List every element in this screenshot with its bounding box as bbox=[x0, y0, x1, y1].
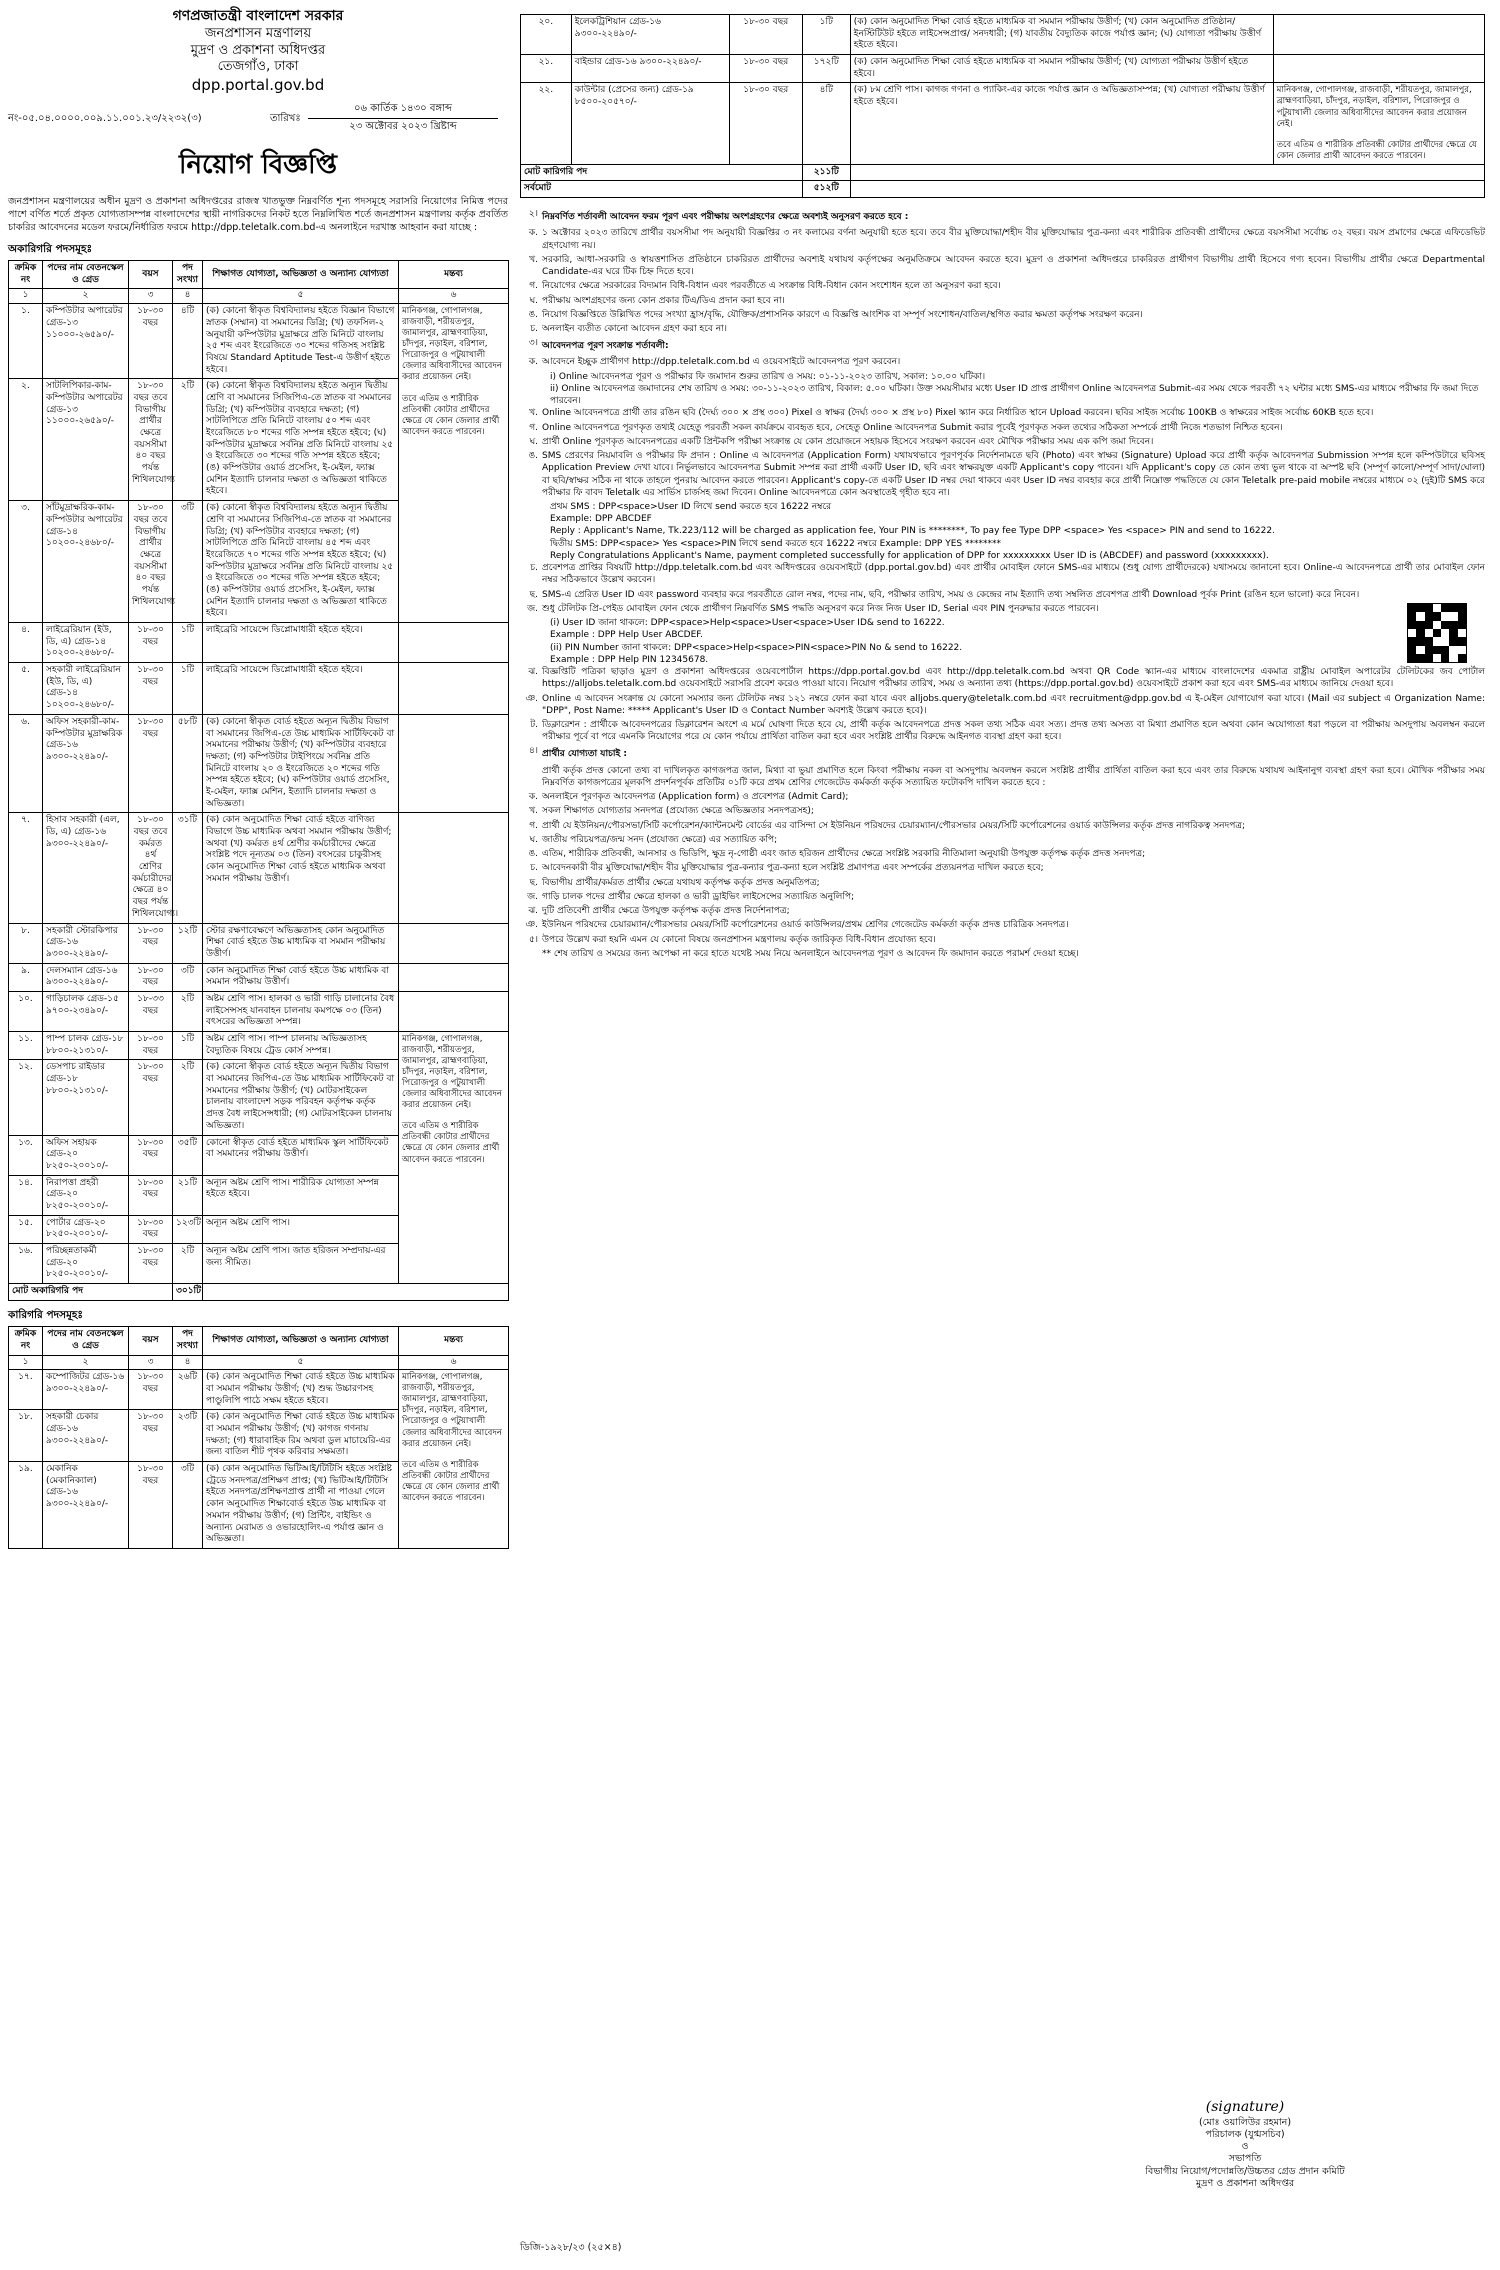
row-age: ১৮-৩০ বছর bbox=[129, 1032, 173, 1060]
row-remarks-empty bbox=[399, 813, 509, 923]
row-post: হিসাব সহকারী (এল, ডি, এ) গ্রেড-১৬ ৯৩০০-২২৪৯০/- bbox=[43, 813, 129, 923]
section2-heading: নিম্নবর্ণিত শর্তাবলী আবেদন ফরম পূরণ এবং পরীক্ষায় অংশগ্রহণের ক্ষেত্রে অবশ্যই অনুসরণ করতে হবে : bbox=[542, 212, 909, 223]
row-qualification: (ক) কোনো স্বীকৃত বোর্ড হইতে অন্যূন দ্বিতীয় বিভাগ বা সমমানের জিপিএ-তে উচ্চ মাধ্যমিক সার্টিফিকেট বা সমমানের পরীক্ষায় উত্তীর্ণ; (খ) মোটরসাইকেল চালনায় বাংলাদেশ সড়ক পরিবহন কর্তৃপক্ষ কর্তৃক প্রদত্ত বৈধ লাইসেন্সধারী; (গ) মোটরসাইকেল চালনায় অভিজ্ঞতা। bbox=[203, 1060, 399, 1135]
date-label: তারিখঃ bbox=[270, 112, 301, 124]
list-key: গ. bbox=[529, 820, 538, 831]
verification-intro: প্রার্থী কর্তৃক প্রদত্ত কোনো তথ্য বা দাখিলকৃত কাগজপত্র জাল, মিথ্যা বা ভুয়া প্রমাণিত হলে কিংবা পরীক্ষায় নকল বা অসদুপায় অবলম্বন করলে সংশ্লিষ্ট প্রার্থীর প্রার্থিতা বাতিল করা হবে এবং তার বিরুদ্ধে যথাযথ আইনানুগ ব্যবস্থা গ্রহণ করা হবে। মৌখিক পরীক্ষার সময় নিম্নবর্ণিত কাগজপত্রের মূলকপি প্রদর্শনপূর্বক প্রতিটির ০১টি করে প্রথম শ্রেণির গেজেটেড কর্মকর্তা কর্তৃক সত্যায়িত ফটোকপি দাখিল করতে হবে : bbox=[542, 765, 1485, 788]
row-count: ৩টি bbox=[173, 963, 203, 991]
list-text: দুটি প্রতিবেশী প্রার্থীর ক্ষেত্রে উপযুক্ত কর্তৃপক্ষ কর্তৃক প্রদত্ত নির্দেশনাপত্র; bbox=[542, 906, 790, 917]
row-post: কম্পিউটার অপারেটর গ্রেড-১৩ ১১০০০-২৬৫৯০/- bbox=[43, 304, 129, 379]
row-remarks bbox=[1273, 83, 1484, 164]
row-post: দেলসম্যান গ্রেড-১৬ ৯৩০০-২২৪৯০/- bbox=[43, 963, 129, 991]
tech-table bbox=[8, 1326, 509, 1549]
row-serial: ১. bbox=[9, 304, 43, 379]
sms-first-example: Example: DPP ABCDEF bbox=[550, 514, 652, 525]
ministry-name: জনপ্রশাসন মন্ত্রণালয় bbox=[204, 25, 312, 41]
list-text: নিয়োগ বিজ্ঞপ্তিতে উল্লিখিত পদের সংখ্যা হ্রাস/বৃদ্ধি, যৌক্তিক/প্রশাসনিক কারণে এ বিজ্ঞপ্তি আংশিক বা সম্পূর্ণ সংশোধন/বাতিল/স্থগিত করার ক্ষমতা কর্তৃপক্ষ সংরক্ষণ করেন। bbox=[542, 309, 1143, 320]
row-qualification: (ক) কোন অনুমোদিত শিক্ষা বোর্ড হইতে মাধ্যমিক বা সমমান পরীক্ষায় উত্তীর্ণ; (খ) কোন অনুমোদিত প্রতিষ্ঠান/ইনস্টিটিউট হইতে লাইসেন্সপ্রাপ্ত/ সনদধারী; (গ) যাবতীয় বৈদ্যুতিক কাজে পর্যাপ্ত জ্ঞান; (ঘ) যোগ্যতা পরীক্ষায় উত্তীর্ণ হইতে হইবে। bbox=[850, 15, 1273, 55]
row-serial: ১৮. bbox=[9, 1410, 43, 1462]
row-serial: ৬. bbox=[9, 714, 43, 813]
row-post: কাউন্টার (প্রেসের জন্য) গ্রেড-১৯ ৮৫০০-২০৫৭০/- bbox=[571, 83, 729, 164]
row-serial: ১২. bbox=[9, 1060, 43, 1135]
row-qualification: (ক) কোনো স্বীকৃত বোর্ড হইতে অন্যূন দ্বিতীয় বিভাগ বা সমমানের জিপিএ-তে উচ্চ মাধ্যমিক সার্টিফিকেট বা সমমানের পরীক্ষায় উত্তীর্ণ; (খ) কম্পিউটার ব্যবহারে দক্ষতা; (গ) কম্পিউটার টাইপিংয়ে সর্বনিম্ন প্রতি মিনিটে বাংলায় ২০ ও ইংরেজিতে ২০ শব্দের গতি সম্পন্ন হইতে হইবে; (ঘ) কম্পিউটার ওয়ার্ড প্রসেসিং, ই-মেইল, ফ্যাক্স মেশিন, ইত্যাদি চালনার দক্ষতা ও অভিজ্ঞতা। bbox=[203, 714, 399, 813]
col-serial: ক্রমিক নং bbox=[9, 261, 43, 289]
date-english: ২৩ অক্টোবর ২০২৩ খ্রিষ্টাব্দ bbox=[349, 120, 457, 132]
row-age: ১৮-৩০ বছর তবে কর্মরত ৪র্থ শ্রেণির কর্মচারীদের ক্ষেত্রে ৪০ বছর পর্যন্ত শিথিলযোগ্য। bbox=[129, 813, 173, 923]
row-serial: ২২. bbox=[521, 83, 572, 164]
row-remarks-empty bbox=[399, 923, 509, 963]
row-count: ১টি bbox=[173, 663, 203, 715]
row-count: ১টি bbox=[173, 1032, 203, 1060]
intro-paragraph: জনপ্রশাসন মন্ত্রণালয়ের অধীন মুদ্রণ ও প্রকাশনা অধিদপ্তরের রাজস্ব খাতভুক্ত নিম্নবর্ণিত শূন্য পদসমূহে সরাসরি নিয়োগের নিমিত্ত পদের পাশে বর্ণিত শর্তে প্রকৃত যোগ্যতাসম্পন্ন বাংলাদেশের স্থায়ী নাগরিকদের নিকট হতে নিম্নলিখিত শর্তে জনপ্রশাসন মন্ত্রণালয় কর্তৃক প্রবর্তিত চাকরির আবেদনের মডেল ফরমে/নির্ধারিত ফরমে http://dpp.teletalk.com.bd-এ অনলাইনে দরখাস্ত আহবান করা যাচ্ছে : bbox=[8, 196, 508, 233]
table-row bbox=[9, 1370, 509, 1410]
conditions-list bbox=[520, 227, 1485, 335]
col-count: পদ সংখ্যা bbox=[173, 261, 203, 289]
list-item bbox=[520, 848, 1485, 860]
row-count: ১টি bbox=[802, 15, 850, 55]
list-key: চ. bbox=[530, 323, 538, 334]
row-qualification: লাইব্রেরি সায়েন্সে ডিপ্লোমাধারী হইতে হইবে। bbox=[203, 623, 399, 663]
table-row bbox=[9, 623, 509, 663]
memo-date-row bbox=[8, 101, 508, 139]
website-address: dpp.portal.gov.bd bbox=[191, 75, 325, 94]
row-count: ২টি bbox=[173, 991, 203, 1031]
row-post: অফিস সহকারী-কাম-কম্পিউটার মুদ্রাক্ষরিক গ্রেড-১৬ ৯৩০০-২২৪৯০/- bbox=[43, 714, 129, 813]
row-qualification: (ক) কোন অনুমোদিত ভিটিআই/টিটিসি হইতে সংশ্লিষ্ট ট্রেডে সনদপত্র/প্রশিক্ষণ প্রাপ্ত; (খ) ভিটিআই/টিটিসি হইতে সনদপত্র/প্রশিক্ষণপ্রাপ্ত প্রার্থী না পাওয়া গেলে কোন অনুমোদিত শিক্ষাবোর্ড হইতে উচ্চ মাধ্যমিক বা সমমান পরীক্ষায় উত্তীর্ণ; (গ) প্রিন্টিং, বাইন্ডিং ও অন্যান্য মেরামত ও ওভারহোলিং-এ পর্যাপ্ত জ্ঞান ও অভিজ্ঞতা। bbox=[203, 1462, 399, 1549]
row-post: বাইন্ডার গ্রেড-১৬ ৯৩০০-২২৪৯০/- bbox=[571, 55, 729, 83]
table-row bbox=[9, 923, 509, 963]
col-num: ৫ bbox=[203, 1355, 399, 1370]
list-item bbox=[520, 891, 1485, 903]
col-num: ৬ bbox=[399, 289, 509, 304]
row-post: লাইব্রেরিয়ান (ইউ, ডি, এ) গ্রেড-১৪ ১০২০০-২৪৬৮০/- bbox=[43, 623, 129, 663]
total-label: সর্বমোট bbox=[521, 181, 803, 198]
row-count: ৫৮টি bbox=[173, 714, 203, 813]
col-post: পদের নাম বেতনস্কেল ও গ্রেড bbox=[43, 1327, 129, 1355]
row-age: ১৮-৩৩ বছর bbox=[129, 991, 173, 1031]
row-post: অফিস সহায়ক গ্রেড-২০ ৮২৫০-২০০১০/- bbox=[43, 1135, 129, 1175]
list-item bbox=[520, 919, 1485, 931]
row-qualification: অষ্টম শ্রেণি পাস। হালকা ও ভারী গাড়ি চালানোর বৈধ লাইসেন্সসহ যানবাহন চালনায় কমপক্ষে ০৩ (তিন) বৎসরের অভিজ্ঞতা সম্পন্ন। bbox=[203, 991, 399, 1031]
signature-block bbox=[1085, 2099, 1405, 2190]
list-key: ঙ. bbox=[528, 309, 538, 320]
list-item bbox=[520, 877, 1485, 889]
list-text: অনলাইন ব্যতীত কোনো আবেদন গ্রহণ করা হবে না। bbox=[542, 323, 727, 334]
row-serial: ২. bbox=[9, 379, 43, 501]
row-post: পাম্প চালক গ্রেড-১৮ ৮৮০০-২১৩১০/- bbox=[43, 1032, 129, 1060]
remarks-district: মানিকগঞ্জ, গোপালগঞ্জ, রাজবাড়ী, শরীয়তপুর, জামালপুর, ব্রাহ্মণবাড়িয়া, চাঁদপুর, নড়াইল, বরিশাল, পিরোজপুর ও পটুয়াখালী জেলার অধিবাসীদের আবেদন করার প্রয়োজন নেই। bbox=[402, 1372, 502, 1449]
list-item bbox=[520, 227, 1485, 251]
row-serial: ৫. bbox=[9, 663, 43, 715]
col-count: পদ সংখ্যা bbox=[173, 1327, 203, 1355]
row-remarks-empty bbox=[399, 663, 509, 715]
list-key: ঘ. bbox=[529, 295, 538, 306]
recovery-text: শুধু টেলিটক প্রি-পেইড মোবাইল ফোন থেকে প্রার্থীগণ নিম্নবর্ণিত SMS পদ্ধতি অনুসরণ করে নিজ নিজ User ID, Serial এবং PIN পুনরুদ্ধার করতে পারবেন। bbox=[542, 603, 1099, 614]
remarks-district: মানিকগঞ্জ, গোপালগঞ্জ, রাজবাড়ী, শরীয়তপুর, জামালপুর, ব্রাহ্মণবাড়িয়া, চাঁদপুর, নড়াইল, বরিশাল, পিরোজপুর ও পটুয়াখালী জেলার অধিবাসীদের আবেদন করার প্রয়োজন নেই। bbox=[402, 1034, 502, 1111]
list-item bbox=[520, 834, 1485, 846]
row-count: ২১টি bbox=[173, 1175, 203, 1215]
table-row bbox=[9, 963, 509, 991]
sms-first-reply: Reply : Applicant's Name, Tk.223/112 will be charged as application fee, Your PIN is ********, To pay fee Type DPP <space> Yes <space> PIN and send to 16222. bbox=[550, 526, 1275, 537]
row-serial: ১৫. bbox=[9, 1215, 43, 1243]
row-remarks bbox=[399, 1370, 509, 1549]
total-empty bbox=[850, 181, 1484, 198]
list-text: ১ অক্টোবর ২০২৩ তারিখে প্রার্থীর বয়সসীমা পদ অনুযায়ী বিজ্ঞপ্তির ৩ নং কলামের বর্ণনা অনুযায়ী হতে হবে। তবে বীর মুক্তিযোদ্ধা/শহীদ বীর মুক্তিযোদ্ধার পুত্র-কন্যা এবং শারীরিক প্রতিবন্ধী প্রার্থীদের ক্ষেত্রে বয়সসীমা সর্বোচ্চ ৩২ বছর। বয়স প্রমাণের ক্ষেত্রে এফিডেভিট গ্রহণযোগ্য নয়। bbox=[542, 228, 1485, 251]
col-qualification: শিক্ষাগত যোগ্যতা, অভিজ্ঞতা ও অন্যান্য যোগ্যতা bbox=[203, 261, 399, 289]
table-row bbox=[521, 15, 1485, 55]
row-qualification: (ক) ৮ম শ্রেণি পাস। কাগজ গণনা ও প্যাকিং-এর কাজে পর্যাপ্ত জ্ঞান ও অভিজ্ঞতাসম্পন্ন; (খ) যোগ্যতা পরীক্ষায় উত্তীর্ণ হইতে হইবে। bbox=[850, 83, 1273, 164]
col-num: ৩ bbox=[129, 1355, 173, 1370]
total-value: ৫১২টি bbox=[802, 181, 850, 198]
row-serial: ১০. bbox=[9, 991, 43, 1031]
signature-mark: (signature) bbox=[1205, 2099, 1285, 2115]
rules-text: উপরে উল্লেখ করা হয়নি এমন যে কোনো বিষয়ে জনপ্রশাসন মন্ত্রণালয় কর্তৃক জারিকৃত বিধি-বিধান প্রযোজ্য হবে। bbox=[542, 934, 936, 945]
list-text: এতিম, শারীরিক প্রতিবন্ধী, আনসার ও ভিডিপি, ক্ষুদ্র নৃ-গোষ্ঠী এবং জাত হরিজন প্রার্থীদের ক্ষেত্রে সংশ্লিষ্ট সরকারি নীতিমালা অনুযায়ী উপযুক্ত কর্তৃপক্ষ কর্তৃক প্রদত্ত সনদপত্র; bbox=[542, 849, 1146, 860]
row-remarks-empty bbox=[1273, 15, 1484, 55]
row-remarks bbox=[399, 1032, 509, 1284]
row-serial: ১৯. bbox=[9, 1462, 43, 1549]
row-qualification: অষ্টম শ্রেণি পাস। পাম্প চালনায় অভিজ্ঞতাসহ বৈদ্যুতিক বিষয়ে ট্রেড কোর্স সম্পন্ন। bbox=[203, 1032, 399, 1060]
row-age: ১৮-৩০ বছর bbox=[129, 714, 173, 813]
nontech-table bbox=[8, 260, 509, 1301]
list-text: সকল শিক্ষাগত যোগ্যতার সনদপত্র (প্রযোজ্য ক্ষেত্রে অভিজ্ঞতার সনদপত্রসহ); bbox=[542, 806, 814, 817]
tech-body-left bbox=[9, 1370, 509, 1549]
row-qualification: (ক) কোন অনুমোদিত শিক্ষা বোর্ড হইতে মাধ্যমিক বা সমমান পরীক্ষায় উত্তীর্ণ; (খ) যোগ্যতা পরীক্ষায় উত্তীর্ণ হইতে হইবে। bbox=[850, 55, 1273, 83]
list-item bbox=[520, 295, 1485, 307]
row-qualification: অন্যূন অষ্টম শ্রেণি পাস। bbox=[203, 1215, 399, 1243]
row-count: ২৬টি bbox=[173, 1370, 203, 1410]
recovery-userid-example: Example : DPP Help User ABCDEF. bbox=[550, 630, 703, 641]
row-count: ১২৩টি bbox=[173, 1215, 203, 1243]
list-text: ইউনিয়ন পরিষদের চেয়ারম্যান/পৌরসভার মেয়র/সিটি কর্পোরেশনের ওয়ার্ড কাউন্সিলর/প্রথম শ্রেণির গেজেটেড কর্মকর্তা কর্তৃক প্রদত্ত চারিত্রিক সনদপত্র। bbox=[542, 920, 1069, 931]
documents-list bbox=[520, 791, 1485, 931]
list-key: চ. bbox=[530, 863, 538, 874]
table-row bbox=[9, 663, 509, 715]
row-serial: ১৩. bbox=[9, 1135, 43, 1175]
list-key: খ. bbox=[529, 254, 538, 265]
total-empty bbox=[850, 164, 1484, 181]
remarks-quota: তবে এতিম ও শারীরিক প্রতিবন্ধী কোটার প্রার্থীদের ক্ষেত্রে যে কোন জেলার প্রার্থী আবেদন করতে পারবেন। bbox=[402, 1121, 500, 1165]
list-text: পরীক্ষায় অংশগ্রহণের জন্য কোন প্রকার টিএ/ডিএ প্রদান করা হবে না। bbox=[542, 295, 785, 306]
table-header-row bbox=[9, 1327, 509, 1355]
sms-fee-text: SMS প্রেরণের নিয়মাবলি ও পরীক্ষার ফি প্রদান : Online এ আবেদনপত্র (Application Form) যথাযথভাবে পূরণপূর্বক নির্দেশনামতে ছবি (Photo) এবং স্বাক্ষর (Signature) Upload করে প্রার্থী কর্তৃক আবেদনপত্র Submission সম্পন্ন হলে কম্পিউটারে ছবিসহ Application Preview দেখা যাবে। নির্ভুলভাবে আবেদনপত্র Submit সম্পন্ন করা প্রার্থী একটি User ID, ছবি এবং স্বাক্ষরযুক্ত একটি Applicant's copy পাবেন। যদি Applicant's copy তে কোন তথ্য ভুল থাকে বা অস্পষ্ট ছবি (সম্পূর্ণ কালো/সম্পূর্ণ সাদা/ঘোলা) বা ছবি/স্বাক্ষর সঠিক না থাকে তাহলে পুনরায় আবেদন করতে পারবেন। Applicant's copy-তে একটি User ID নম্বর দেয়া থাকবে এবং User ID নম্বর ব্যবহার করে প্রার্থী নিম্নোক্ত পদ্ধতিতে যে কোন Teletalk pre-paid mobile নম্বরের মাধ্যমে ০২ (দুই)টি SMS করে পরীক্ষার ফি বাবদ Teletalk এর সার্ভিস চার্জসহ জমা দিবেন। Online আবেদনপত্রে কোন অবস্থাতেই গৃহীত হবে না। bbox=[542, 451, 1485, 498]
row-serial: ২০. bbox=[521, 15, 572, 55]
col-age: বয়স bbox=[129, 261, 173, 289]
list-key: ছ. bbox=[529, 877, 538, 888]
row-serial: ৩. bbox=[9, 501, 43, 623]
row-age: ১৮-৩০ বছর bbox=[129, 923, 173, 963]
row-post: সহকারী চেকার গ্রেড-১৬ ৯৩০০-২২৪৯০/- bbox=[43, 1410, 129, 1462]
row-age: ১৮-৩০ বছর bbox=[129, 1410, 173, 1462]
remarks-quota: তবে এতিম ও শারীরিক প্রতিবন্ধী কোটার প্রার্থীদের ক্ষেত্রে যে কোন জেলার প্রার্থী আবেদন করতে পারবেন। bbox=[402, 393, 500, 437]
list-text: বিভাগীয় প্রার্থীর/কর্মরত প্রার্থীর ক্ষেত্রে যথাযথ কর্তৃপক্ষ কর্তৃক প্রদত্ত অনুমতিপত্র; bbox=[542, 877, 820, 888]
total-value: ৩০১টি bbox=[173, 1284, 203, 1301]
list-item bbox=[520, 309, 1485, 321]
recovery-pin-example: Example : DPP Help PIN 12345678. bbox=[550, 654, 709, 665]
row-post: পরিচ্ছন্নতাকর্মী গ্রেড-২০ ৮২৫০-২০০১০/- bbox=[43, 1244, 129, 1284]
row-serial: ৯. bbox=[9, 963, 43, 991]
section-nontech-title: অকারিগরি পদসমূহঃ bbox=[8, 242, 93, 255]
list-text: প্রার্থী যে ইউনিয়ন/পৌরসভা/সিটি কর্পোরেশন/ক্যান্টনমেন্ট বোর্ডের এর বাসিন্দা সে ইউনিয়ন পরিষদের চেয়ারম্যান/পৌরসভার মেয়র/সিটি কর্পোরেশনের ওয়ার্ড কাউন্সিলর কর্তৃক প্রদত্ত নাগরিকত্ব সনদপত্র; bbox=[542, 820, 1246, 831]
table-header-row bbox=[9, 261, 509, 289]
list-item bbox=[520, 905, 1485, 917]
list-item bbox=[520, 820, 1485, 832]
total-row bbox=[521, 181, 1485, 198]
row-remarks-empty bbox=[399, 991, 509, 1031]
list-key: জ. bbox=[527, 891, 538, 902]
col-num: ৪ bbox=[173, 289, 203, 304]
row-qualification: (ক) কোন অনুমোদিত শিক্ষা বোর্ড হইতে বাণিজ্য বিভাগে উচ্চ মাধ্যমিক অথবা সমমান পরীক্ষায় উত্তীর্ণ; অথবা (খ) কর্মরত ৪র্থ শ্রেণীর কর্মচারীদের ক্ষেত্রে সংশ্লিষ্ট পদে নূন্যতম ০৩ (তিন) বৎসরের চাকুরীসহ কোন অনুমোদিত শিক্ষা বোর্ড হইতে মাধ্যমিক অথবা সমমান পরীক্ষায় উত্তীর্ণ। bbox=[203, 813, 399, 923]
row-count: ৪টি bbox=[173, 304, 203, 379]
row-serial: ৭. bbox=[9, 813, 43, 923]
remarks-quota: তবে এতিম ও শারীরিক প্রতিবন্ধী কোটার প্রার্থীদের ক্ষেত্রে যে কোন জেলার প্রার্থী আবেদন করতে পারবেন। bbox=[402, 1459, 500, 1503]
signatory-title: পরিচালক (যুগ্মসচিব) bbox=[1205, 2129, 1285, 2141]
row-count: ১২টি bbox=[173, 923, 203, 963]
photo-upload-text: Online আবেদনপত্রে প্রার্থী তার রঙিন ছবি (দৈর্ঘ্য ৩০০ × প্রস্থ ৩০০) Pixel ও স্বাক্ষর (দৈর্ঘ্য ৩০০ × প্রস্থ ৮০) Pixel স্ক্যান করে নির্ধারিত স্থানে Upload করবেন। ছবির সাইজ সর্বোচ্চ 100KB ও স্বাক্ষরের সাইজ সর্বোচ্চ 60KB হতে হবে। bbox=[542, 408, 1374, 419]
support-text: Online এ আবেদন সংক্রান্ত যে কোনো সমস্যার জন্য টেলিটক নম্বর ১২১ নম্বরে ফোন করা যাবে এবং alljobs.query@teletalk.com.bd এবং recruitment@dpp.gov.bd এ ই-মেইল যোগাযোগ করা যাবে। (Mail এর subject এ Organization Name: "DPP", Post Name: ***** Applicant's User ID ও Contact Number অবশ্যই উল্লেখ করতে হবে)। bbox=[542, 693, 1485, 716]
signatory-committee: বিভাগীয় নিয়োগ/পদোন্নতি/উচ্চতর গ্রেড প্রদান কমিটি bbox=[1145, 2165, 1345, 2177]
col-num: ২ bbox=[43, 289, 129, 304]
row-age: ১৮-৩০ বছর bbox=[129, 623, 173, 663]
row-age: ১৮-৩০ বছর bbox=[729, 55, 802, 83]
row-count: ১টি bbox=[173, 623, 203, 663]
col-remarks: মন্তব্য bbox=[399, 1327, 509, 1355]
row-qualification: (ক) কোনো স্বীকৃত বিশ্ববিদ্যালয় হইতে বিজ্ঞান বিভাগে স্নাতক (সম্মান) বা সমমানের ডিগ্রি; (খ) তফসিল-২ অনুযায়ী কম্পিউটার মুদ্রাক্ষরে প্রতি মিনিটে বাংলায় ২৫ শব্দ এবং ইংরেজিতে ৩০ শব্দের গতিসহ সংশ্লিষ্ট বিষয়ে Standard Aptitude Test-এ উত্তীর্ণ হইতে হইবে। bbox=[203, 304, 399, 379]
row-qualification: (ক) কোনো স্বীকৃত বিশ্ববিদ্যালয় হইতে অন্যূন দ্বিতীয় শ্রেণি বা সমমানের সিজিপিএ-তে স্নাতক বা সমমানের ডিগ্রি; (খ) কম্পিউটার ব্যবহারে দক্ষতা; (গ) সাটলিপিতে প্রতি মিনিটে বাংলায় ৪৫ শব্দ এবং ইংরেজিতে ৭০ শব্দের গতি সম্পন্ন হইতে হইবে; (ঘ) কম্পিউটার মুদ্রাক্ষরে সর্বনিম্ন প্রতি মিনিটে বাংলায় ২৫ ও ইংরেজিতে ৩০ শব্দের গতি সম্পন্ন হইতে হইবে; (ঙ) কম্পিউটার ওয়ার্ড প্রসেসিং, ই-মেইল, ফ্যাক্স মেশিন ইত্যাদি চালনার দক্ষতা ও অভিজ্ঞতা থাকিতে হইবে। bbox=[203, 501, 399, 623]
list-item bbox=[520, 791, 1485, 803]
row-count: ২টি bbox=[173, 1244, 203, 1284]
list-text: জাতীয় পরিচয়পত্র/জন্ম সনদ (প্রযোজ্য ক্ষেত্রে) এর সত্যায়িত কপি; bbox=[542, 834, 778, 845]
row-count: ২৩টি bbox=[173, 1410, 203, 1462]
row-age: ১৮-৩০ বছর bbox=[129, 1060, 173, 1135]
row-count: ৩টি bbox=[173, 1462, 203, 1549]
list-key: ঘ. bbox=[529, 834, 538, 845]
list-item bbox=[520, 323, 1485, 335]
row-post: নিরাপত্তা প্রহরী গ্রেড-২০ ৮২৫০-২০০১০/- bbox=[43, 1175, 129, 1215]
row-age: ১৮-৩০ বছর bbox=[729, 15, 802, 55]
signatory-role: সভাপতি bbox=[1228, 2153, 1262, 2165]
remarks-district: মানিকগঞ্জ, গোপালগঞ্জ, রাজবাড়ী, শরীয়তপুর, জামালপুর, ব্রাহ্মণবাড়িয়া, চাঁদপুর, নড়াইল, বরিশাল, পিরোজপুর ও পটুয়াখালী জেলার অধিবাসীদের আবেদন করার প্রয়োজন নেই। bbox=[1276, 85, 1472, 129]
row-post: ইলেকট্রিশিয়ান গ্রেড-১৬ ৯৩০০-২২৪৯০/- bbox=[571, 15, 729, 55]
declaration-text: ডিক্লারেশন : প্রার্থীকে আবেদনপত্রের ডিক্লারেশন অংশে এ মর্মে ঘোষণা দিতে হবে যে, প্রার্থী কর্তৃক আবেদনপত্রে প্রদত্ত সকল তথ্য সঠিক এবং সত্য। প্রদত্ত তথ্য অসত্য বা মিথ্যা প্রমাণিত হলে অথবা কোন অযোগ্যতা ধরা পড়লে বা পরীক্ষায় অসদুপায় অবলম্বন করলে পরীক্ষার পূর্বে বা পরে এমনকি নিয়োগের পরে যে কোন পর্যায়ে প্রার্থিতা বাতিল করা হবে এবং সংশ্লিষ্ট প্রার্থীর বিরুদ্ধে আইনগত ব্যবস্থা গ্রহণ করা হবে। bbox=[542, 720, 1485, 743]
col-serial: ক্রমিক নং bbox=[9, 1327, 43, 1355]
row-remarks-empty bbox=[1273, 55, 1484, 83]
row-age: ১৮-৩০ বছর bbox=[129, 1175, 173, 1215]
tech-table-continued bbox=[520, 14, 1485, 198]
total-label: মোট অকারিগরি পদ bbox=[9, 1284, 173, 1301]
section4-heading: প্রার্থীর যোগ্যতা যাচাই : bbox=[542, 749, 627, 760]
row-post: মেকানিক (মেকানিক্যাল) গ্রেড-১৬ ৯৩০০-২২৪৯০/- bbox=[43, 1462, 129, 1549]
table-row bbox=[9, 304, 509, 379]
row-count: ৩৫টি bbox=[173, 1135, 203, 1175]
col-num: ৩ bbox=[129, 289, 173, 304]
row-serial: ১১. bbox=[9, 1032, 43, 1060]
row-qualification: লাইব্রেরি সায়েন্সে ডিপ্লোমাধারী হইতে হইবে। bbox=[203, 663, 399, 715]
table-row bbox=[521, 83, 1485, 164]
row-remarks-empty bbox=[399, 963, 509, 991]
col-num: ৬ bbox=[399, 1355, 509, 1370]
row-age: ১৮-৩০ বছর bbox=[129, 1370, 173, 1410]
col-num: ৪ bbox=[173, 1355, 203, 1370]
row-age: ১৮-৩০ বছর bbox=[129, 663, 173, 715]
col-age: বয়স bbox=[129, 1327, 173, 1355]
row-post: সাটলিপিকার-কাম-কম্পিউটার অপারেটর গ্রেড-১৩ ১১০০০-২৬৫৯০/- bbox=[43, 379, 129, 501]
row-serial: ২১. bbox=[521, 55, 572, 83]
letterhead bbox=[8, 8, 508, 95]
list-key: ঞ. bbox=[525, 920, 538, 931]
date-box bbox=[308, 101, 498, 136]
list-text: সরকারি, আধা-সরকারি ও স্বায়ত্তশাসিত প্রতিষ্ঠানে চাকরিরত প্রার্থীদের অবশ্যই যথাযথ কর্তৃপক্ষের অনুমতিক্রমে আবেদন করতে হবে। মুদ্রণ ও প্রকাশনা অধিদপ্তরে চাকরিরত প্রার্থীগণ বিভাগীয় প্রার্থী হিসেবে গণ্য হবেন। বিভাগীয় প্রার্থীর ক্ষেত্রে Departmental Candidate-এর ঘরে টিক চিহ্ন দিতে হবে। bbox=[542, 254, 1485, 278]
office-location: তেজগাঁও, ঢাকা bbox=[217, 59, 299, 75]
nontech-body bbox=[9, 304, 509, 1301]
row-serial: ৮. bbox=[9, 923, 43, 963]
col-num: ৫ bbox=[203, 289, 399, 304]
section3-heading: আবেদনপত্র পূরণ সংক্রান্ত শর্তাবলী: bbox=[542, 341, 669, 352]
left-column bbox=[8, 8, 508, 1549]
col-remarks: মন্তব্য bbox=[399, 261, 509, 289]
row-serial: ১৭. bbox=[9, 1370, 43, 1410]
sms-first: প্রথম SMS : DPP<space>User ID লিখে send করতে হবে 16222 নম্বরে bbox=[550, 502, 832, 513]
table-row bbox=[9, 813, 509, 923]
instructions: ২। নিম্নবর্ণিত শর্তাবলী আবেদন ফরম পূরণ এবং পরীক্ষায় অংশগ্রহণের ক্ষেত্রে অবশ্যই অনুসরণ করতে হবে : ক. ১ অক্টোবর ২০২৩ তারিখে প্রার্থীর বয়সসীমা পদ অনুযায়ী বিজ্ঞপ্তির ৩ নং কলামের বর্ণনা অনুযায়ী হতে হবে। তবে বীর মুক্তিযোদ্ধা/শহীদ বীর মুক্তিযোদ্ধার পুত্র-কন্যা এবং শারীরিক প্রতিবন্ধী প্রার্থীদের ক্ষেত্রে বয়সসীমা সর্বোচ্চ ৩২ বছর। বয়স প্রমাণের ক্ষেত্রে এফিডেভিট গ্রহণযোগ্য নয়। খ. সরকারি, আধা-সরকারি ও স্বায়ত্তশাসিত প্রতিষ্ঠানে চাকরিরত প্রার্থীদের অবশ্যই যথাযথ কর্তৃপক্ষের অনুমতিক্রমে আবেদন করতে হবে। মুদ্রণ ও প্রকাশনা অধিদপ্তরে চাকরিরত প্রার্থীগণ বিভাগীয় প্রার্থী হিসেবে গণ্য হবেন। বিভাগীয় প্রার্থীর ক্ষেত্রে Departmental Candidate-এর ঘরে টিক চিহ্ন দিতে হবে। গ. নিয়োগের ক্ষেত্রে সরকারের বিদ্যমান বিধি-বিধান এবং পরবর্তীতে এ সংক্রান্ত বিধি-বিধান কোন সংশোধন হলে তা অনুসরণ করা হবে। ঘ. পরীক্ষায় অংশগ্রহণের জন্য কোন প্রকার টিএ/ডিএ প্রদান করা হবে না। ঙ. নিয়োগ বিজ্ঞপ্তিতে উল্লিখিত পদের সংখ্যা হ্রাস/বৃদ্ধি, যৌক্তিক/প্রশাসনিক কারণে এ বিজ্ঞপ্তি আংশিক বা সম্পূর্ণ সংশোধন/বাতিল/স্থগিত করার ক্ষমতা কর্তৃপক্ষ সংরক্ষণ করেন। চ. অনলাইন ব্যতীত কোনো আবেদন গ্রহণ করা হবে না। ৩। আবেদনপত্র পূরণ সংক্রান্ত শর্তাবলী: ক. আবেদনে ইচ্ছুক প্রার্থীগণ http://dpp.teletalk.com.bd এ ওয়েবসাইটে আবেদনপত্র পূরণ করবেন। i) Online আবেদনপত্র পূরণ ও পরীক্ষার ফি জমাদান শুরুর তারিখ ও সময়: ০১-১১-২০২৩ তারিখ, সকাল: ১০.০০ ঘটিকা। ii) Online আবেদনপত্র জমাদানের শেষ তারিখ ও সময়: ৩০-১১-২০২৩ তারিখ, বিকাল: ৫.০০ ঘটিকা। উক্ত সময়সীমার মধ্যে User ID প্রাপ্ত প্রার্থীগণ Online আবেদনপত্র Submit-এর সময় থেকে পরবর্তী ৭২ ঘন্টার মধ্যে SMS-এর মাধ্যমে পরীক্ষার ফি জমা দিতে পারবেন। খ. Online আবেদনপত্রে প্রার্থী তার রঙিন ছবি (দৈর্ঘ্য ৩০০ × প্রস্থ ৩০০) Pixel ও স্বাক্ষর (দৈর্ঘ্য ৩০০ × প্রস্থ ৮০) Pixel স্ক্যান করে নির্ধারিত স্থানে Upload করবেন। ছবির সাইজ সর্বোচ্চ 100KB ও স্বাক্ষরের সাইজ সর্বোচ্চ 60KB হতে হবে। গ. Online আবেদনপত্রে পূরণকৃত তথ্যই যেহেতু পরবর্তী সকল কার্যক্রমে ব্যবহৃত হবে, সেহেতু Online আবেদনপত্র Submit করার পূর্বেই পূরণকৃত সকল তথ্যের সঠিকতা সম্পর্কে প্রার্থী নিজে শতভাগ নিশ্চিত হবেন। ঘ. প্রার্থী Online পূরণকৃত আবেদনপত্রের একটি প্রিন্টকপি পরীক্ষা সংক্রান্ত যে কোন প্রয়োজনে সহায়ক হিসেবে সংরক্ষণ করবেন এবং মৌখিক পরীক্ষার সময় এক কপি জমা দিবেন। ঙ. SMS প্রেরণের নিয়মাবলি ও পরীক্ষার ফি প্রদান : Online এ আবেদনপত্র (Application Form) যথাযথভাবে পূরণপূর্বক নির্দেশনামতে ছবি (Photo) এবং স্বাক্ষর (Signature) Upload করে প্রার্থী কর্তৃক আবেদনপত্র Submission সম্পন্ন হলে কম্পিউটারে ছবিসহ Application Preview দেখা যাবে। নির্ভুলভাবে আবেদনপত্র Submit সম্পন্ন করা প্রার্থী একটি User ID, ছবি এবং স্বাক্ষরযুক্ত একটি Applicant's copy পাবেন। যদি Applicant's copy তে কোন তথ্য ভুল থাকে বা অস্পষ্ট ছবি (সম্পূর্ণ কালো/সম্পূর্ণ সাদা/ঘোলা) বা ছবি/স্বাক্ষর সঠিক না থাকে তাহলে পুনরায় আবেদন করতে পারবেন। Applicant's copy-তে একটি User ID নম্বর দেয়া থাকবে এবং User ID নম্বর ব্যবহার করে প্রার্থী নিম্নোক্ত পদ্ধতিতে যে কোন Teletalk pre-paid mobile নম্বরের মাধ্যমে ০২ (দুই)টি SMS করে পরীক্ষার ফি বাবদ Teletalk এর সার্ভিস চার্জসহ জমা দিবেন। Online আবেদনপত্রে কোন অবস্থাতেই গৃহীত হবে না। প্রথম SMS : DPP<space>User ID লিখে send করতে হবে 16222 নম্বরে Example: DPP ABCDEF Reply : Applicant's Name, Tk.223/112 will be charged as application fee, Your PIN is ********, To pay fee Type DPP <space> Yes <space> PIN and send to 16222. দ্বিতীয় SMS: DPP<space> Yes <space>PIN লিখে send করতে হবে 16222 নম্বরে Example: DPP YES ******** Reply Congratulations Applicant's Name, payment completed successfully for application of DPP for xxxxxxxxx User ID is (ABCDEF) and password (xxxxxxxxx). চ. প্রবেশপত্র প্রাপ্তির বিষয়টি http://dpp.teletalk.com.bd এবং অধিদপ্তরের ওয়েবসাইটে (dpp.portal.gov.bd) এবং প্রার্থীর মোবাইল ফোনে SMS-এর মাধ্যমে (শুধু যোগ্য প্রার্থীদেরকে) যথাসময়ে জানানো হবে। Online-এ আবেদনপত্রে প্রার্থী তার মোবাইল ফোন নম্বর সঠিকভাবে উল্লেখ করবেন। ছ. SMS-এ প্রেরিত User ID এবং password ব্যবহার করে পরবর্তীতে রোল নম্বর, পদের নাম, ছবি, পরীক্ষার তারিখ, সময় ও কেন্দ্রের নাম ইত্যাদি তথ্য সম্বলিত প্রবেশপত্র প্রার্থী Download পূর্বক Print (রঙিন হলে ভালো) করে নিবেন। জ. শুধু টেলিটক প্রি-পেইড মোবাইল ফোন থেকে প্রার্থীগণ নিম্নবর্ণিত SMS পদ্ধতি অনুসরণ করে নিজ নিজ User ID, Serial এবং PIN পুনরুদ্ধার করতে পারবেন। (i) User ID জানা থাকলে: DPP<space>Help<space>User<space>User ID& send to 16222. Example : DPP Help User ABCDEF. (ii) PIN Number জানা থাকলে: DPP<space>Help<space>PIN<space>PIN No & send to 16222. Example : DPP Help PIN 12345678. ঝ. বিজ্ঞপ্তিটি পত্রিকা ছাড়াও মুদ্রণ ও প্রকাশনা অধিদপ্তরের ওয়েবপোর্টাল https://dpp.portal.gov.bd এবং http://dpp.teletalk.com.bd অথবা QR Code স্ক্যান-এর মাধ্যমে বাংলাদেশের একমাত্র রাষ্ট্রীয় মোবাইল অপারেটর টেলিটকের জব পোর্টাল https://alljobs.teletalk.com.bd ওয়েবসাইটে সরাসরি প্রবেশ করেও পাওয়া যাবে। নিয়োগ পরীক্ষার তারিখ, সময় ও অন্যান্য তথ্য (https://dpp.portal.gov.bd) ওয়েবসাইটে প্রকাশ করা হবে এবং SMS-এর মাধ্যমে জানিয়ে দেওয়া হবে। ঞ. Online এ আবেদন সংক্রান্ত যে কোনো সমস্যার জন্য টেলিটক নম্বর ১২১ নম্বরে ফোন করা যাবে এবং alljobs.query@teletalk.com.bd এবং recruitment@dpp.gov.bd এ ই-মেইল যোগাযোগ করা যাবে। (Mail এর subject এ Organization Name: "DPP", Post Name: ***** Applicant's User ID ও Contact Number অবশ্যই উল্লেখ করতে হবে)। ট. ডিক্লারেশন : প্রার্থীকে আবেদনপত্রের ডিক্লারেশন অংশে এ মর্মে ঘোষণা দিতে হবে যে, প্রার্থী কর্তৃক আবেদনপত্রে প্রদত্ত সকল তথ্য সঠিক এবং সত্য। প্রদত্ত তথ্য অসত্য বা মিথ্যা প্রমাণিত হলে অথবা কোন অযোগ্যতা ধরা পড়লে বা পরীক্ষায় অসদুপায় অবলম্বন করলে পরীক্ষার পূর্বে বা পরে এমনকি নিয়োগের পরে যে কোন পর্যায়ে প্রার্থিতা বাতিল করা হবে এবং সংশ্লিষ্ট প্রার্থীর বিরুদ্ধে আইনগত ব্যবস্থা গ্রহণ করা হবে। ৪। প্রার্থীর যোগ্যতা যাচাই : প্রার্থী কর্তৃক প্রদত্ত কোনো তথ্য বা দাখিলকৃত কাগজপত্র জাল, মিথ্যা বা ভুয়া প্রমাণিত হলে কিংবা পরীক্ষায় নকল বা অসদুপায় অবলম্বন করলে সংশ্লিষ্ট প্রার্থীর প্রার্থিতা বাতিল করা হবে এবং তার বিরুদ্ধে যথাযথ আইনানুগ ব্যবস্থা গ্রহণ করা হবে। মৌখিক পরীক্ষার সময় নিম্নবর্ণিত কাগজপত্রের মূলকপি প্রদর্শনপূর্বক প্রতিটির ০১টি করে প্রথম শ্রেণির গেজেটেড কর্মকর্তা কর্তৃক সত্যায়িত ফটোকপি দাখিল করতে হবে : ক. অনলাইনে পূরণকৃত আবেদনপত্র (Application form) ও প্রবেশপত্র (Admit Card); খ. সকল শিক্ষাগত যোগ্যতার সনদপত্র (প্রযোজ্য ক্ষেত্রে অভিজ্ঞতার সনদপত্রসহ); গ. প্রার্থী যে ইউনিয়ন/পৌরসভা/সিটি কর্পোরেশন/ক্যান্টনমেন্ট বোর্ডের এর বাসিন্দা সে ইউনিয়ন পরিষদের চেয়ারম্যান/পৌরসভার মেয়র/সিটি কর্পোরেশনের ওয়ার্ড কাউন্সিলর কর্তৃক প্রদত্ত নাগরিকত্ব সনদপত্র; ঘ. জাতীয় পরিচয়পত্র/জন্ম সনদ (প্রযোজ্য ক্ষেত্রে) এর সত্যায়িত কপি; ঙ. এতিম, শারীরিক প্রতিবন্ধী, আনসার ও ভিডিপি, ক্ষুদ্র নৃ-গোষ্ঠী এবং জাত হরিজন প্রার্থীদের ক্ষেত্রে সংশ্লিষ্ট সরকারি নীতিমালা অনুযায়ী উপযুক্ত কর্তৃপক্ষ কর্তৃক প্রদত্ত সনদপত্র; চ. আবেদনকারী বীর মুক্তিযোদ্ধা/শহীদ বীর মুক্তিযোদ্ধার পুত্র-কন্যার পুত্র-কন্যা হলে সংশ্লিষ্ট প্রমাণপত্র এবং সম্পর্কের প্রত্যয়নপত্র দাখিল করতে হবে; ছ. বিভাগীয় প্রার্থীর/কর্মরত প্রার্থীর ক্ষেত্রে যথাযথ কর্তৃপক্ষ কর্তৃক প্রদত্ত অনুমতিপত্র; জ. গাড়ি চালক পদের প্রার্থীর ক্ষেত্রে হালকা ও ভারী ড্রাইভিং লাইসেন্সের সত্যায়িত অনুলিপি; ঝ. দুটি প্রতিবেশী প্রার্থীর ক্ষেত্রে উপযুক্ত কর্তৃপক্ষ কর্তৃক প্রদত্ত নির্দেশনাপত্র; ঞ. ইউনিয়ন পরিষদের চেয়ারম্যান/পৌরসভার মেয়র/সিটি কর্পোরেশনের ওয়ার্ড কাউন্সিলর/প্রথম শ্রেণির গেজেটেড কর্মকর্তা কর্তৃক প্রদত্ত চারিত্রিক সনদপত্র। ৫। উপরে উল্লেখ করা হয়নি এমন যে কোনো বিষয়ে জনপ্রশাসন মন্ত্রণালয় কর্তৃক জারিকৃত বিধি-বিধান প্রযোজ্য হবে। ** শেষ তারিখ ও সময়ের জন্য অপেক্ষা না করে হাতে যথেষ্ট সময় নিয়ে অনলাইনে আবেদনপত্র পূরণ ও আবেদন ফি জমাদান করতে পরামর্শ দেওয়া হচ্ছে। bbox=[520, 208, 1485, 960]
row-count: ১৭২টি bbox=[802, 55, 850, 83]
list-key: ক. bbox=[528, 792, 538, 803]
row-age: ১৮-৩০ বছর bbox=[129, 1244, 173, 1284]
remarks-district: মানিকগঞ্জ, গোপালগঞ্জ, রাজবাড়ী, শরীয়তপুর, জামালপুর, ব্রাহ্মণবাড়িয়া, চাঁদপুর, নড়াইল, বরিশাল, পিরোজপুর ও পটুয়াখালী জেলার অধিবাসীদের আবেদন করার প্রয়োজন নেই। bbox=[402, 306, 502, 383]
row-age: ১৮-৩০ বছর তবে বিভাগীয় প্রার্থীর ক্ষেত্রে বয়সসীমা ৪০ বছর পর্যন্ত শিথিলযোগ্য bbox=[129, 501, 173, 623]
row-post: কম্পোজিটর গ্রেড-১৬ ৯৩০০-২২৪৯০/- bbox=[43, 1370, 129, 1410]
list-text: অনলাইনে পূরণকৃত আবেদনপত্র (Application form) ও প্রবেশপত্র (Admit Card); bbox=[542, 792, 849, 803]
row-count: ২টি bbox=[173, 379, 203, 501]
remarks-quota: তবে এতিম ও শারীরিক প্রতিবন্ধী কোটার প্রার্থীদের ক্ষেত্রে যে কোন জেলার প্রার্থী আবেদন করতে পারবেন। bbox=[1276, 139, 1477, 161]
qr-code-icon[interactable] bbox=[1407, 603, 1467, 663]
printcopy-text: প্রার্থী Online পূরণকৃত আবেদনপত্রের একটি প্রিন্টকপি পরীক্ষা সংক্রান্ত যে কোন প্রয়োজনে সহায়ক হিসেবে সংরক্ষণ করবেন এবং মৌখিক পরীক্ষার সময় এক কপি জমা দিবেন। bbox=[542, 436, 1154, 447]
recovery-userid: (i) User ID জানা থাকলে: DPP<space>Help<space>User<space>User ID& send to 16222. bbox=[550, 618, 945, 629]
right-column bbox=[520, 14, 1485, 2253]
row-count: ৩১টি bbox=[173, 813, 203, 923]
footer-code: ডিজি-১৯২৮/২৩ (২৫×৪) bbox=[520, 2242, 622, 2253]
website-info-text: বিজ্ঞপ্তিটি পত্রিকা ছাড়াও মুদ্রণ ও প্রকাশনা অধিদপ্তরের ওয়েবপোর্টাল https://dpp.portal.gov.bd এবং http://dpp.teletalk.com.bd অথবা QR Code স্ক্যান-এর মাধ্যমে বাংলাদেশের একমাত্র রাষ্ট্রীয় মোবাইল অপারেটর টেলিটকের জব পোর্টাল https://alljobs.teletalk.com.bd ওয়েবসাইটে সরাসরি প্রবেশ করেও পাওয়া যাবে। নিয়োগ পরীক্ষার তারিখ, সময় ও অন্যান্য তথ্য (https://dpp.portal.gov.bd) ওয়েবসাইটে প্রকাশ করা হবে এবং SMS-এর মাধ্যমে জানিয়ে দেওয়া হবে। bbox=[542, 667, 1485, 690]
table-row bbox=[521, 55, 1485, 83]
sms-second-reply: Reply Congratulations Applicant's Name, payment completed successfully for application of DPP for xxxxxxxxx User ID is (ABCDEF) and password (xxxxxxxxx). bbox=[550, 550, 1269, 561]
row-post: সহকারী লাইব্রেরিয়ান (ইউ, ডি, এ) গ্রেড-১৪ ১০২০০-২৪৬৮০/- bbox=[43, 663, 129, 715]
apply-start-text: i) Online আবেদনপত্র পূরণ ও পরীক্ষার ফি জমাদান শুরুর তারিখ ও সময়: ০১-১১-২০২৩ তারিখ, সকাল: ১০.০০ ঘটিকা। bbox=[550, 371, 986, 382]
signatory-name: (মোঃ ওয়ালিউর রহমান) bbox=[1198, 2116, 1292, 2128]
list-key: ঙ. bbox=[528, 849, 538, 860]
row-age: ১৮-৩০ বছর bbox=[129, 1135, 173, 1175]
row-qualification: অন্যূন অষ্টম শ্রেণি পাস। শারীরিক যোগ্যতা সম্পন্ন হইতে হইবে। bbox=[203, 1175, 399, 1215]
row-serial: ৪. bbox=[9, 623, 43, 663]
list-key: খ. bbox=[529, 806, 538, 817]
list-key: ঝ. bbox=[528, 906, 538, 917]
row-qualification: (ক) কোনো স্বীকৃত বিশ্ববিদ্যালয় হইতে অন্যূন দ্বিতীয় শ্রেণি বা সমমানের সিজিপিএ-তে স্নাতক বা সমমানের ডিগ্রি; (খ) কম্পিউটার ব্যবহারে দক্ষতা; (গ) সাটলিপিতে প্রতি মিনিটে বাংলায় ৫০ শব্দ এবং ইংরেজিতে ৮০ শব্দের গতি সম্পন্ন হইতে হইবে; (ঘ) কম্পিউটার মুদ্রাক্ষরে সর্বনিম্ন প্রতি মিনিটে বাংলায় ২৫ ও ইংরেজিতে ৩০ শব্দের গতি সম্পন্ন হইতে হইবে; (ঙ) কম্পিউটার ওয়ার্ড প্রসেসিং, ই-মেইল, ফ্যাক্স মেশিন ইত্যাদি চালনার দক্ষতা ও অভিজ্ঞতা থাকিতে হইবে। bbox=[203, 379, 399, 501]
sms-second: দ্বিতীয় SMS: DPP<space> Yes <space>PIN লিখে send করতে হবে 16222 নম্বরে Example: DPP YES ******** bbox=[550, 538, 1001, 549]
row-remarks-empty bbox=[399, 714, 509, 813]
row-qualification: (ক) কোন অনুমোদিত শিক্ষা বোর্ড হইতে উচ্চ মাধ্যমিক বা সমমান পরীক্ষায় উত্তীর্ণ; (খ) শুদ্ধ উচ্চারণসহ পাণ্ডুলিপি পাঠে সক্ষম হইতে হইবে। bbox=[203, 1370, 399, 1410]
row-age: ১৮-৩০ বছর bbox=[129, 1215, 173, 1243]
signatory-and: ও bbox=[1241, 2141, 1249, 2153]
list-text: নিয়োগের ক্ষেত্রে সরকারের বিদ্যমান বিধি-বিধান এবং পরবর্তীতে এ সংক্রান্ত বিধি-বিধান কোন সংশোধন হলে তা অনুসরণ করা হবে। bbox=[542, 281, 1001, 292]
row-post: গাড়িচালক গ্রেড-১৫ ৯৭০০-২৩৪৯০/- bbox=[43, 991, 129, 1031]
total-value: ২১১টি bbox=[802, 164, 850, 181]
row-serial: ১৬. bbox=[9, 1244, 43, 1284]
final-note: ** শেষ তারিখ ও সময়ের জন্য অপেক্ষা না করে হাতে যথেষ্ট সময় নিয়ে অনলাইনে আবেদনপত্র পূরণ ও আবেদন ফি জমাদান করতে পরামর্শ দেওয়া হচ্ছে। bbox=[542, 948, 1079, 959]
memo-number: নং-০৫.০৪.০০০০.০০৯.১১.০০১.২৩/২২৩২(৩) bbox=[8, 112, 202, 124]
page-title: নিয়োগ বিজ্ঞপ্তি bbox=[179, 149, 337, 180]
date-bangla: ০৬ কার্তিক ১৪৩০ বঙ্গাব্দ bbox=[308, 101, 498, 119]
row-count: ৩টি bbox=[173, 501, 203, 623]
col-num: ২ bbox=[43, 1355, 129, 1370]
list-text: আবেদনকারী বীর মুক্তিযোদ্ধা/শহীদ বীর মুক্তিযোদ্ধার পুত্র-কন্যার পুত্র-কন্যা হলে সংশ্লিষ্ট প্রমাণপত্র এবং সম্পর্কের প্রত্যয়নপত্র দাখিল করতে হবে; bbox=[542, 863, 1044, 874]
table-row bbox=[9, 714, 509, 813]
total-row bbox=[9, 1284, 509, 1301]
row-serial: ১৪. bbox=[9, 1175, 43, 1215]
col-num: ১ bbox=[9, 289, 43, 304]
list-item bbox=[520, 254, 1485, 278]
column-number-row bbox=[9, 1355, 509, 1370]
col-qualification: শিক্ষাগত যোগ্যতা, অভিজ্ঞতা ও অন্যান্য যোগ্যতা bbox=[203, 1327, 399, 1355]
row-qualification: (ক) কোন অনুমোদিত শিক্ষা বোর্ড হইতে উচ্চ মাধ্যমিক বা সমমান পরীক্ষায় উত্তীর্ণ; (খ) কাগজ গণনায় দক্ষতা; (গ) ধারাবাহিক রিম অথবা ডুল মাচায়েরি-এর জন্য বাতিল শীট পৃথক করিবার সক্ষমতা। bbox=[203, 1410, 399, 1462]
info-accuracy-text: Online আবেদনপত্রে পূরণকৃত তথ্যই যেহেতু পরবর্তী সকল কার্যক্রমে ব্যবহৃত হবে, সেহেতু Online আবেদনপত্র Submit করার পূর্বেই পূরণকৃত সকল তথ্যের সঠিকতা সম্পর্কে প্রার্থী নিজে শতভাগ নিশ্চিত হবেন। bbox=[542, 422, 1283, 433]
recovery-pin: (ii) PIN Number জানা থাকলে: DPP<space>Help<space>PIN<space>PIN No & send to 16222. bbox=[550, 642, 963, 653]
total-row bbox=[521, 164, 1485, 181]
list-key: ক. bbox=[528, 228, 538, 239]
apply-end-text: ii) Online আবেদনপত্র জমাদানের শেষ তারিখ ও সময়: ৩০-১১-২০২৩ তারিখ, বিকাল: ৫.০০ ঘটিকা। উক্ত সময়সীমার মধ্যে User ID প্রাপ্ত প্রার্থীগণ Online আবেদনপত্র Submit-এর সময় থেকে পরবর্তী ৭২ ঘন্টার মধ্যে SMS-এর মাধ্যমে পরীক্ষার ফি জমা দিতে পারবেন। bbox=[550, 383, 1479, 407]
department-name: মুদ্রণ ও প্রকাশনা অধিদপ্তর bbox=[190, 42, 326, 58]
row-age: ১৮-৩০ বছর তবে বিভাগীয় প্রার্থীর ক্ষেত্রে বয়সসীমা ৪০ বছর পর্যন্ত শিথিলযোগ্য bbox=[129, 379, 173, 501]
download-admit-text: SMS-এ প্রেরিত User ID এবং password ব্যবহার করে পরবর্তীতে রোল নম্বর, পদের নাম, ছবি, পরীক্ষার তারিখ, সময় ও কেন্দ্রের নাম ইত্যাদি তথ্য সম্বলিত প্রবেশপত্র প্রার্থী Download পূর্বক Print (রঙিন হলে ভালো) করে নিবেন। bbox=[542, 589, 1360, 600]
row-age: ১৮-৩০ বছর bbox=[129, 963, 173, 991]
row-age: ১৮-৩০ বছর bbox=[129, 304, 173, 379]
row-qualification: কোন অনুমোদিত শিক্ষা বোর্ড হইতে উচ্চ মাধ্যমিক বা সমমান পরীক্ষায় উত্তীর্ণ। bbox=[203, 963, 399, 991]
total-empty bbox=[203, 1284, 509, 1301]
col-post: পদের নাম বেতনস্কেল ও গ্রেড bbox=[43, 261, 129, 289]
list-item bbox=[520, 862, 1485, 874]
admit-card-text: প্রবেশপত্র প্রাপ্তির বিষয়টি http://dpp.teletalk.com.bd এবং অধিদপ্তরের ওয়েবসাইটে (dpp.portal.gov.bd) এবং প্রার্থীর মোবাইল ফোনে SMS-এর মাধ্যমে (শুধু যোগ্য প্রার্থীদেরকে) যথাসময়ে জানানো হবে। Online-এ আবেদনপত্রে প্রার্থী তার মোবাইল ফোন নম্বর সঠিকভাবে উল্লেখ করবেন। bbox=[542, 563, 1485, 586]
row-remarks-empty bbox=[399, 623, 509, 663]
column-number-row bbox=[9, 289, 509, 304]
row-post: পোর্টার গ্রেড-২০ ৮২৫০-২০০১০/- bbox=[43, 1215, 129, 1243]
section-tech-title: কারিগরি পদসমূহঃ bbox=[8, 1308, 84, 1321]
govt-name: গণপ্রজাতন্ত্রী বাংলাদেশ সরকার bbox=[172, 8, 344, 24]
table-row bbox=[9, 1032, 509, 1060]
list-text: গাড়ি চালক পদের প্রার্থীর ক্ষেত্রে হালকা ও ভারী ড্রাইভিং লাইসেন্সের সত্যায়িত অনুলিপি; bbox=[542, 891, 855, 902]
row-remarks bbox=[399, 304, 509, 623]
table-row bbox=[9, 991, 509, 1031]
row-age: ১৮-৩০ বছর bbox=[129, 1462, 173, 1549]
row-post: সহকারী স্টোরকিপার গ্রেড-১৬ ৯৩০০-২২৪৯০/- bbox=[43, 923, 129, 963]
row-qualification: স্টোর রক্ষণাবেক্ষণে অভিজ্ঞতাসহ কোন অনুমোদিত শিক্ষা বোর্ড হইতে উচ্চ মাধ্যমিক বা সমমান পরীক্ষায় উত্তীর্ণ। bbox=[203, 923, 399, 963]
list-item bbox=[520, 280, 1485, 292]
row-post: সাঁটমুদ্রাক্ষরিক-কাম-কম্পিউটার অপারেটর গ্রেড-১৪ ১০২০০-২৪৬৮০/- bbox=[43, 501, 129, 623]
total-label: মোট কারিগরি পদ bbox=[521, 164, 803, 181]
row-count: ৪টি bbox=[802, 83, 850, 164]
row-count: ২টি bbox=[173, 1060, 203, 1135]
row-qualification: কোনো স্বীকৃত বোর্ড হইতে মাধ্যমিক স্কুল সার্টিফিকেট বা সমমানের পরীক্ষায় উত্তীর্ণ। bbox=[203, 1135, 399, 1175]
row-age: ১৮-৩০ বছর bbox=[729, 83, 802, 164]
tech-body-right bbox=[521, 15, 1485, 198]
row-qualification: অন্যূন অষ্টম শ্রেণি পাস। জাত হরিজন সম্প্রদায়-এর জন্য সীমিত। bbox=[203, 1244, 399, 1284]
list-item bbox=[520, 805, 1485, 817]
col-num: ১ bbox=[9, 1355, 43, 1370]
apply-website-text: আবেদনে ইচ্ছুক প্রার্থীগণ http://dpp.teletalk.com.bd এ ওয়েবসাইটে আবেদনপত্র পূরণ করবেন। bbox=[542, 357, 901, 368]
list-key: গ. bbox=[529, 281, 538, 292]
row-post: ডেসপাচ রাইডার গ্রেড-১৮ ৮৮০০-২১৩১০/- bbox=[43, 1060, 129, 1135]
signatory-office: মুদ্রণ ও প্রকাশনা অধিদপ্তর bbox=[1195, 2177, 1295, 2189]
